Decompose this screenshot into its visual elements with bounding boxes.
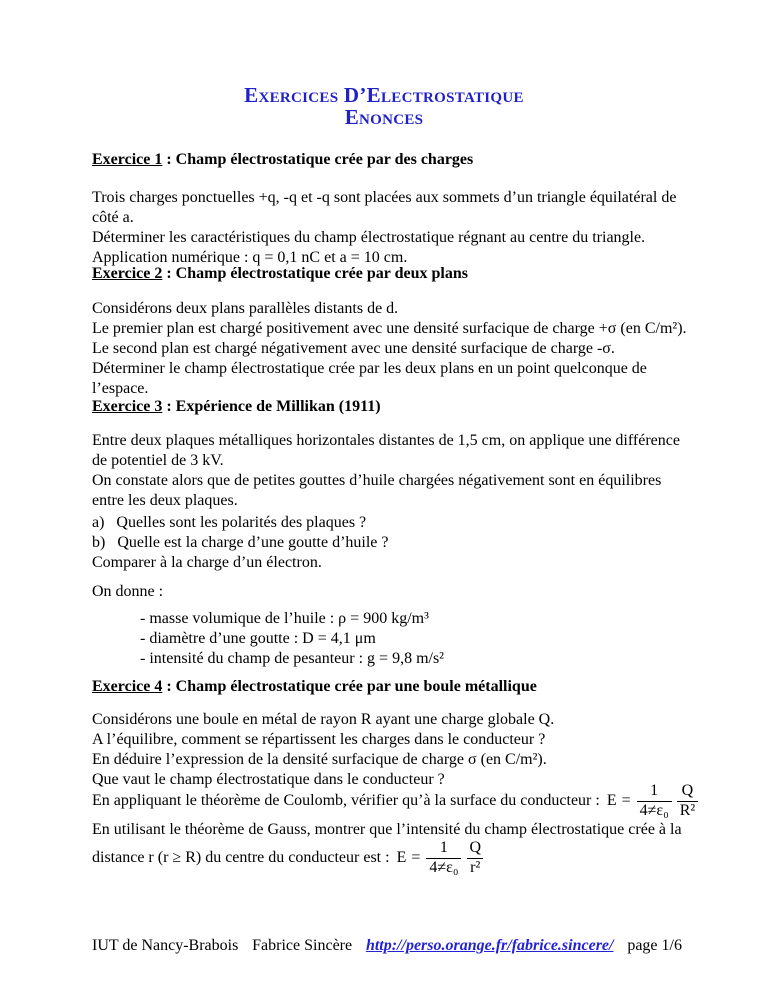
text-line: Considérons une boule en métal de rayon R ayant une charge globale Q. [92, 711, 555, 728]
exercise3-questions [92, 513, 682, 573]
fraction-denominator: 4≠ε₀ [426, 858, 461, 877]
exercise1-heading-text: : Champ électrostatique crée par des charges [162, 151, 474, 168]
exercise1-paragraph [92, 188, 682, 268]
coulomb-statement [92, 779, 696, 823]
fraction-one-over-4pi-eps0 [637, 783, 672, 820]
text-line: - masse volumique de l’huile : ρ = 900 kg/m³ [140, 610, 429, 627]
text-line: de potentiel de 3 kV. [92, 452, 224, 469]
exercise2-label: Exercice 2 [92, 265, 163, 282]
text-line: En déduire l’expression de la densité surfacique de charge σ (en C/m²). [92, 751, 547, 768]
text-line: Comparer à la charge d’un électron. [92, 554, 322, 571]
text-line: Le second plan est chargé négativement avec une densité surfacique de charge -σ. [92, 340, 615, 357]
exercise3-paragraph [92, 431, 682, 511]
exercise2-paragraph [92, 299, 687, 399]
fraction-numerator: Q [681, 781, 694, 799]
page-title-line1: Exercices D’Electrostatique [244, 83, 524, 107]
fraction-numerator: 1 [650, 781, 659, 799]
footer-author: Fabrice Sincère [252, 937, 353, 954]
text-line: - diamètre d’une goutte : D = 4,1 μm [140, 630, 376, 647]
footer-institution: IUT de Nancy-Brabois [92, 937, 239, 954]
formula-lhs: E [606, 792, 617, 809]
text-line: On constate alors que de petites gouttes d’huile chargées négativement sont en équilibres [92, 472, 662, 489]
gauss-formula [397, 840, 489, 877]
fraction-q-over-R2 [677, 783, 698, 820]
text-line: Entre deux plaques métalliques horizontales distantes de 1,5 cm, on applique une différence [92, 432, 680, 449]
exercise1-heading [92, 150, 682, 170]
gauss-text: distance r (r ≥ R) du centre du conducteur est : [92, 849, 390, 866]
fraction-denominator: r² [467, 858, 483, 877]
text-line: l’espace. [92, 380, 149, 397]
gauss-statement-line2 [92, 836, 682, 880]
exercise4-heading-text: : Champ électrostatique crée par une boule métallique [162, 678, 537, 695]
footer-page-number: page 1/6 [627, 937, 682, 954]
coulomb-formula [607, 783, 703, 820]
text-line: a) Quelles sont les polarités des plaques ? [92, 514, 367, 531]
fraction-numerator: 1 [439, 838, 448, 856]
text-line: Le premier plan est chargé positivement avec une densité surfacique de charge +σ (en C/m²). [92, 320, 687, 337]
fraction-numerator: Q [469, 838, 482, 856]
text-line: côté a. [92, 209, 134, 226]
text-line: entre les deux plaques. [92, 492, 238, 509]
text-line: Que vaut le champ électrostatique dans le conducteur ? [92, 771, 445, 788]
exercise4-label: Exercice 4 [92, 678, 163, 695]
exercise3-heading-text: : Expérience de Millikan (1911) [162, 398, 381, 415]
text-line: Trois charges ponctuelles +q, -q et -q sont placées aux sommets d’un triangle équilatéral de [92, 189, 677, 206]
exercise3-label: Exercice 3 [92, 398, 163, 415]
exercise4-paragraph [92, 710, 682, 790]
fraction-one-over-4pi-eps0 [426, 840, 461, 877]
text-line: A l’équilibre, comment se répartissent les charges dans le conducteur ? [92, 731, 546, 748]
exercise4-heading [92, 677, 682, 697]
formula-lhs: E [396, 849, 407, 866]
text-line: En utilisant le théorème de Gauss, montrer que l’intensité du champ électrostatique crée à la [92, 821, 682, 838]
footer-url-link[interactable]: http://perso.orange.fr/fabrice.sincere/ [365, 937, 614, 954]
exercise3-given-intro [92, 582, 682, 602]
page-title-line2: Enonces [344, 105, 424, 129]
text-line: Application numérique : q = 0,1 nC et a = 10 cm. [92, 249, 408, 266]
page-title [0, 84, 768, 128]
exercise2-heading [92, 264, 682, 284]
fraction-denominator: R² [677, 801, 698, 820]
fraction-denominator: 4≠ε₀ [637, 801, 672, 820]
exercise3-given-list [140, 609, 730, 669]
given-intro-text: On donne : [92, 583, 164, 600]
fraction-q-over-r2 [466, 840, 484, 877]
exercise2-heading-text: : Champ électrostatique crée par deux plans [162, 265, 468, 282]
text-line: Déterminer les caractéristiques du champ électrostatique régnant au centre du triangle. [92, 229, 646, 246]
page-footer [92, 937, 682, 955]
text-line: Considérons deux plans parallèles distants de d. [92, 300, 399, 317]
text-line: b) Quelle est la charge d’une goutte d’huile ? [92, 534, 389, 551]
exercise1-label: Exercice 1 [92, 151, 163, 168]
formula-equals: = [621, 792, 631, 809]
text-line: - intensité du champ de pesanteur : g = 9,8 m/s² [140, 650, 444, 667]
coulomb-text: En appliquant le théorème de Coulomb, vérifier qu’à la surface du conducteur : [92, 792, 600, 809]
exercise3-heading [92, 397, 682, 417]
formula-equals: = [411, 849, 421, 866]
text-line: Déterminer le champ électrostatique crée par les deux plans en un point quelconque de [92, 360, 647, 377]
